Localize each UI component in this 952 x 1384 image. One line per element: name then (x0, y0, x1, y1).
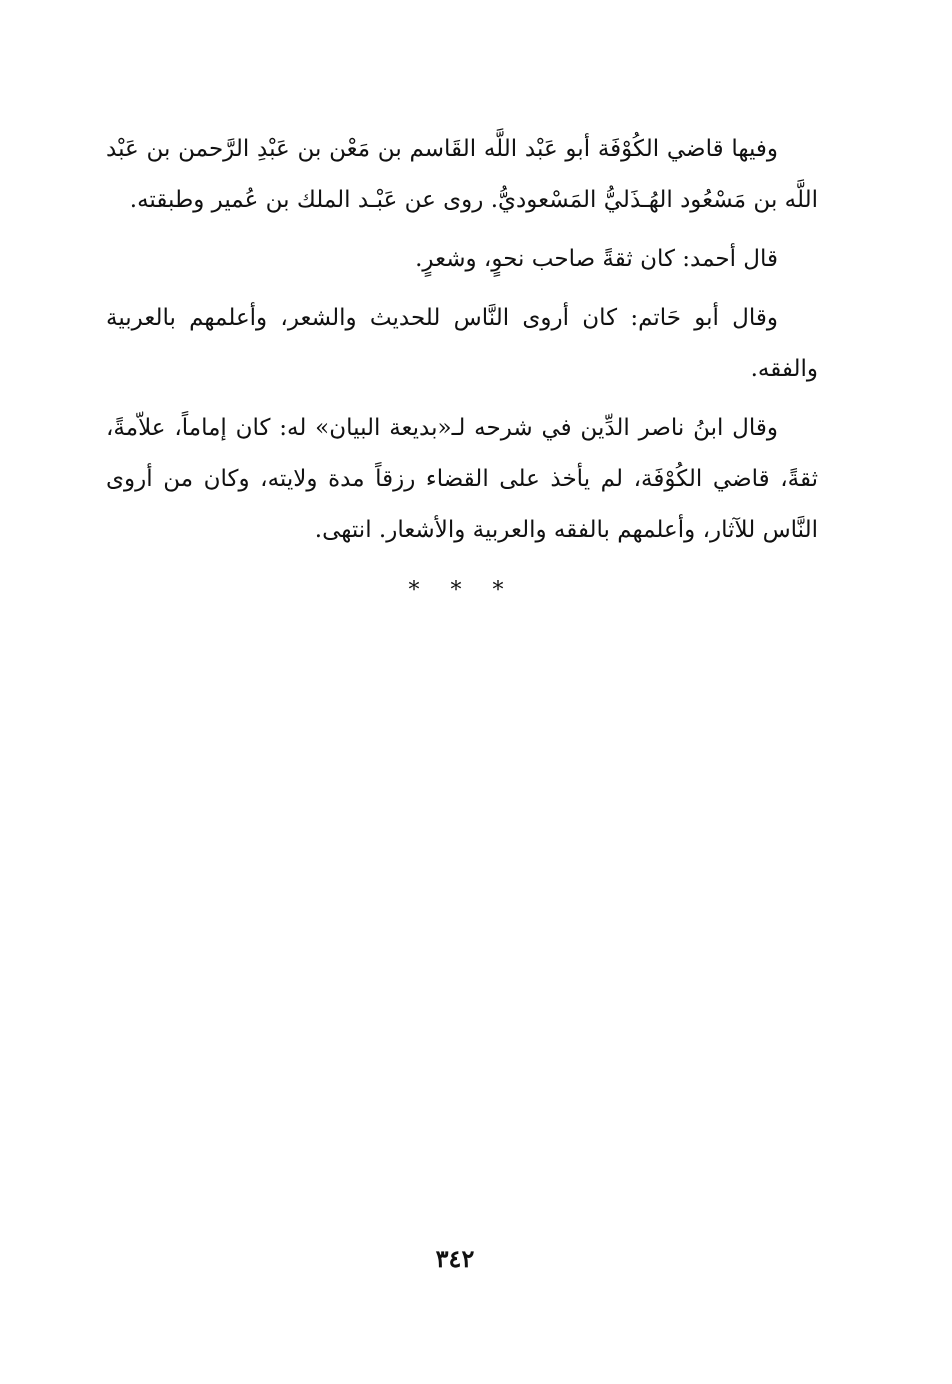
page-number: ٣٤٢ (435, 1244, 475, 1273)
paragraph-abu-hatim-quote: وقال أبو حَاتم: كان أروى النَّاس للحديث والشعر، وأعلمهم بالعربية والفقه. (106, 305, 818, 382)
paragraph-ibn-nasir-quote: وقال ابنُ ناصر الدِّين في شرحه لـ«بديعة البيان» له: كان إماماً، علاّمةً، ثقةً، قاضي الكُوْفَة، لم يأخذ على القضاء رزقاً مدة ولايته، وكان من أروى النَّاس للآثار، وأعلمهم بالفقه والعربية والأشعار. انتهى. (106, 415, 818, 543)
paragraph-ahmad-quote: قال أحمد: كان ثقةً صاحب نحوٍ، وشعرٍ. (415, 246, 778, 272)
section-separator: * * * (408, 578, 516, 603)
paragraph-qadi-kufa: وفيها قاضي الكُوْفَة أبو عَبْد اللَّه القَاسم بن مَعْن بن عَبْدِ الرَّحمن بن عَبْد اللَّه بن مَسْعُود الهُـذَليُّ المَسْعوديُّ. روى عن عَبْـد الملك بن عُمير وطبقته. (106, 136, 818, 213)
body-text (106, 124, 818, 564)
